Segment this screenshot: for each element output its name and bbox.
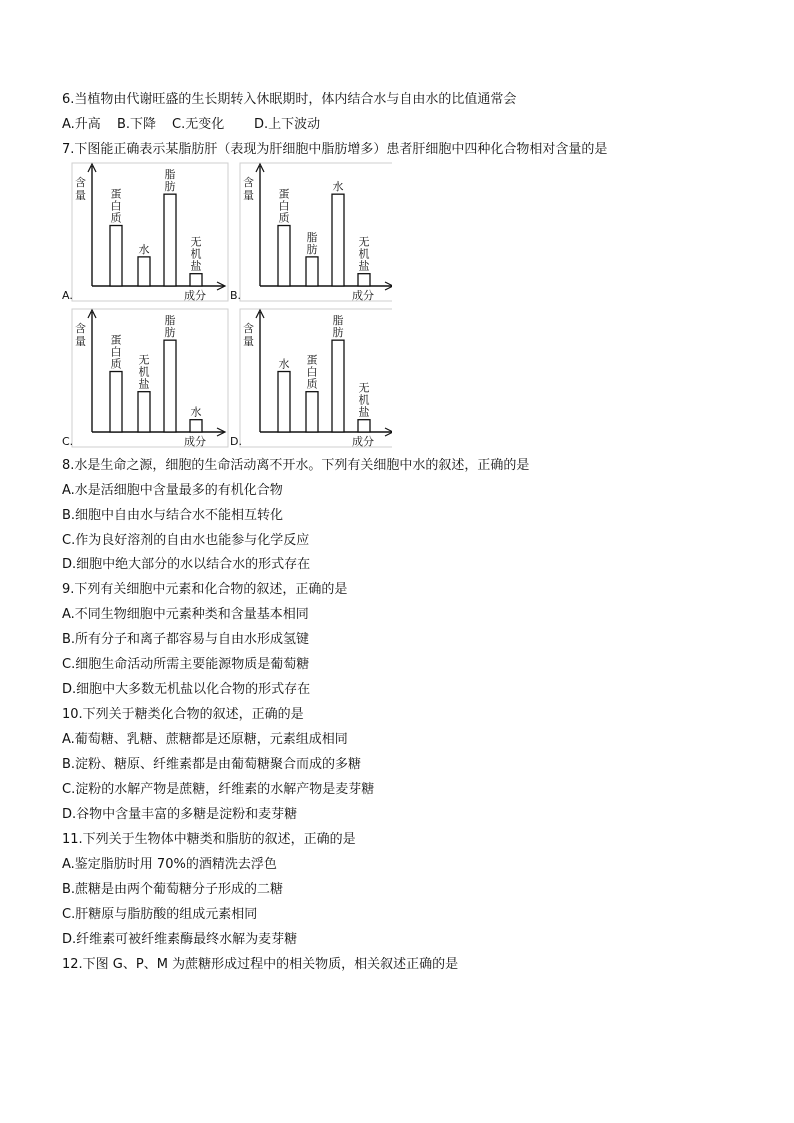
option-letter: D. <box>230 435 242 448</box>
question-10-option-a: A.葡萄糖、乳糖、蔗糖都是还原糖，元素组成相同 <box>62 732 348 747</box>
bar <box>332 194 344 286</box>
bar-label: 盐 <box>358 405 370 419</box>
bar <box>190 274 202 286</box>
bar-label: 水 <box>278 357 290 371</box>
bar-label: 白 <box>110 345 122 359</box>
bar-label: 质 <box>278 211 290 225</box>
bar-label: 脂 <box>164 168 176 182</box>
bar <box>358 274 370 286</box>
bar-label: 蛋 <box>110 333 122 347</box>
option-c: C.无变化 <box>172 117 225 132</box>
bar <box>110 226 122 286</box>
bar-label: 水 <box>138 242 150 256</box>
question-7-bar-charts <box>62 162 392 450</box>
bar <box>332 340 344 432</box>
bar-label: 无 <box>358 381 370 395</box>
bar-label: 盐 <box>138 377 150 391</box>
question-8-option-a: A.水是活细胞中含量最多的有机化合物 <box>62 483 283 498</box>
bar-label: 机 <box>138 365 150 379</box>
bar <box>358 420 370 432</box>
bar-label: 脂 <box>164 314 176 328</box>
bar <box>138 392 150 432</box>
bar-label: 质 <box>306 377 318 391</box>
question-11-stem: 11.下列关于生物体中糖类和脂肪的叙述，正确的是 <box>62 832 356 847</box>
question-7-figures <box>62 162 392 450</box>
bar-label: 白 <box>306 365 318 379</box>
chart-d <box>230 309 392 448</box>
bar <box>190 420 202 432</box>
question-11-option-d: D.纤维素可被纤维素酶最终水解为麦芽糖 <box>62 932 298 947</box>
bar-label: 肪 <box>332 326 344 340</box>
bar <box>278 226 290 286</box>
chart-a <box>62 163 228 302</box>
bar-label: 蛋 <box>278 187 290 201</box>
option-d: D.上下波动 <box>254 117 321 132</box>
bar <box>306 392 318 432</box>
option-letter: C. <box>62 435 74 448</box>
question-6-stem: 6.当植物由代谢旺盛的生长期转入休眠期时，体内结合水与自由水的比值通常会 <box>62 92 517 107</box>
question-7-stem: 7.下图能正确表示某脂肪肝（表现为肝细胞中脂肪增多）患者肝细胞中四种化合物相对含量的是 <box>62 142 608 157</box>
bar <box>164 194 176 286</box>
x-axis-label: 成分 <box>184 289 206 302</box>
x-axis-label: 成分 <box>352 435 374 448</box>
option-b: B.下降 <box>117 117 157 132</box>
bar-label: 蛋 <box>306 353 318 367</box>
option-letter: A. <box>62 289 73 302</box>
bar-label: 机 <box>190 247 202 261</box>
question-12-stem: 12.下图 G、P、M 为蔗糖形成过程中的相关物质，相关叙述正确的是 <box>62 957 459 972</box>
y-axis-label: 量 <box>243 189 254 202</box>
y-axis-label: 含 <box>243 176 254 189</box>
question-8-option-d: D.细胞中绝大部分的水以结合水的形式存在 <box>62 557 311 572</box>
option-a: A.升高 <box>62 117 101 132</box>
question-10-option-b: B.淀粉、糖原、纤维素都是由葡萄糖聚合而成的多糖 <box>62 757 362 772</box>
question-11-option-a: A.鉴定脂肪时用 70%的酒精洗去浮色 <box>62 857 277 872</box>
question-8-option-c: C.作为良好溶剂的自由水也能参与化学反应 <box>62 533 310 548</box>
bar <box>278 372 290 432</box>
y-axis-label: 含 <box>75 176 86 189</box>
bar-label: 盐 <box>190 259 202 273</box>
bar-label: 无 <box>358 235 370 249</box>
bar <box>110 372 122 432</box>
bar-label: 肪 <box>164 180 176 194</box>
bar-label: 白 <box>278 199 290 213</box>
bar <box>164 340 176 432</box>
bar-label: 白 <box>110 199 122 213</box>
bar-label: 水 <box>332 180 344 194</box>
y-axis-label: 量 <box>243 335 254 348</box>
question-8-stem: 8.水是生命之源，细胞的生命活动离不开水。下列有关细胞中水的叙述，正确的是 <box>62 458 530 473</box>
question-9-option-a: A.不同生物细胞中元素种类和含量基本相同 <box>62 607 309 622</box>
question-9-option-c: C.细胞生命活动所需主要能源物质是葡萄糖 <box>62 657 310 672</box>
question-10-option-c: C.淀粉的水解产物是蔗糖，纤维素的水解产物是麦芽糖 <box>62 782 375 797</box>
chart-c <box>62 309 228 448</box>
bar-label: 机 <box>358 247 370 261</box>
bar <box>138 257 150 286</box>
question-10-stem: 10.下列关于糖类化合物的叙述，正确的是 <box>62 707 304 722</box>
question-10-option-d: D.谷物中含量丰富的多糖是淀粉和麦芽糖 <box>62 807 298 822</box>
chart-b <box>230 163 392 302</box>
question-9-stem: 9.下列有关细胞中元素和化合物的叙述，正确的是 <box>62 582 348 597</box>
question-9-option-d: D.细胞中大多数无机盐以化合物的形式存在 <box>62 682 311 697</box>
bar-label: 脂 <box>306 230 318 244</box>
bar-label: 质 <box>110 357 122 371</box>
bar-label: 蛋 <box>110 187 122 201</box>
y-axis-label: 量 <box>75 189 86 202</box>
y-axis-label: 含 <box>243 322 254 335</box>
bar-label: 无 <box>138 353 150 367</box>
bar-label: 肪 <box>306 242 318 256</box>
question-8-option-b: B.细胞中自由水与结合水不能相互转化 <box>62 508 284 523</box>
x-axis-label: 成分 <box>184 435 206 448</box>
y-axis-label: 量 <box>75 335 86 348</box>
question-11-option-c: C.肝糖原与脂肪酸的组成元素相同 <box>62 907 258 922</box>
question-11-option-b: B.蔗糖是由两个葡萄糖分子形成的二糖 <box>62 882 284 897</box>
bar-label: 脂 <box>332 314 344 328</box>
bar-label: 质 <box>110 211 122 225</box>
question-9-option-b: B.所有分子和离子都容易与自由水形成氢键 <box>62 632 310 647</box>
bar-label: 水 <box>190 405 202 419</box>
bar-label: 肪 <box>164 326 176 340</box>
bar-label: 无 <box>190 235 202 249</box>
y-axis-label: 含 <box>75 322 86 335</box>
x-axis-label: 成分 <box>352 289 374 302</box>
bar-label: 盐 <box>358 259 370 273</box>
option-letter: B. <box>230 289 242 302</box>
question-6-options <box>62 116 320 134</box>
bar <box>306 257 318 286</box>
bar-label: 机 <box>358 393 370 407</box>
